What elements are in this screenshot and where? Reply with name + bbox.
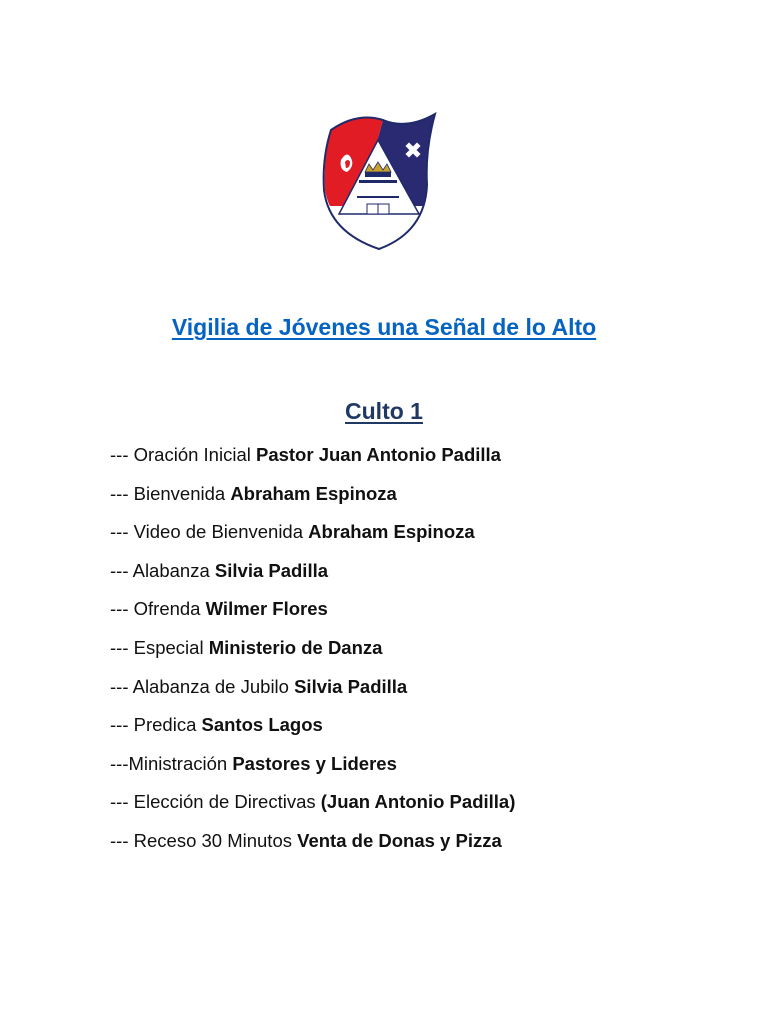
program-item <box>110 482 515 521</box>
item-prefix: --- <box>110 791 134 813</box>
item-label: Predica <box>133 714 202 736</box>
program-item <box>110 675 515 714</box>
item-prefix: --- <box>110 752 129 774</box>
item-person: Abraham Espinoza <box>308 521 475 543</box>
item-prefix: --- <box>110 714 134 736</box>
item-person: Ministerio de Danza <box>208 636 383 658</box>
item-person: Wilmer Flores <box>205 598 328 620</box>
item-label: Ministración <box>128 752 233 774</box>
item-person: (Juan Antonio Padilla) <box>320 791 516 813</box>
item-label: Alabanza de Jubilo <box>132 675 295 697</box>
item-person: Silvia Padilla <box>294 675 408 697</box>
program-item <box>110 559 515 598</box>
program-list <box>110 443 515 868</box>
item-label: Elección de Directivas <box>133 791 321 813</box>
item-prefix: --- <box>110 829 134 851</box>
program-item <box>110 636 515 675</box>
section-heading: Culto 1 <box>345 398 423 424</box>
program-item <box>110 597 515 636</box>
item-person: Silvia Padilla <box>214 559 329 581</box>
program-item <box>110 443 515 482</box>
item-person: Santos Lagos <box>201 714 323 736</box>
program-item <box>110 829 515 868</box>
item-label: Receso 30 Minutos <box>133 829 298 851</box>
item-person: Venta de Donas y Pizza <box>297 829 502 851</box>
item-label: Especial <box>133 636 209 658</box>
program-item <box>110 713 515 752</box>
item-person: Pastores y Lideres <box>232 752 397 774</box>
item-prefix: --- <box>110 559 133 581</box>
item-label: Ofrenda <box>133 598 206 620</box>
item-prefix: --- <box>110 482 134 504</box>
item-prefix: --- <box>110 598 134 620</box>
item-label: Oración Inicial <box>133 444 256 465</box>
item-prefix: --- <box>110 444 134 465</box>
item-prefix: --- <box>110 636 134 658</box>
item-person: Abraham Espinoza <box>230 482 397 504</box>
item-person: Pastor Juan Antonio Padilla <box>255 444 501 465</box>
item-label: Bienvenida <box>133 482 231 504</box>
program-item <box>110 520 515 559</box>
document-title: Vigilia de Jóvenes una Señal de lo Alto <box>171 314 597 340</box>
program-item <box>110 790 515 829</box>
item-label: Alabanza <box>132 559 215 581</box>
item-label: Video de Bienvenida <box>133 521 309 543</box>
church-crest-logo <box>317 110 439 252</box>
program-item <box>110 752 515 791</box>
item-prefix: --- <box>110 675 133 697</box>
item-prefix: --- <box>110 521 134 543</box>
